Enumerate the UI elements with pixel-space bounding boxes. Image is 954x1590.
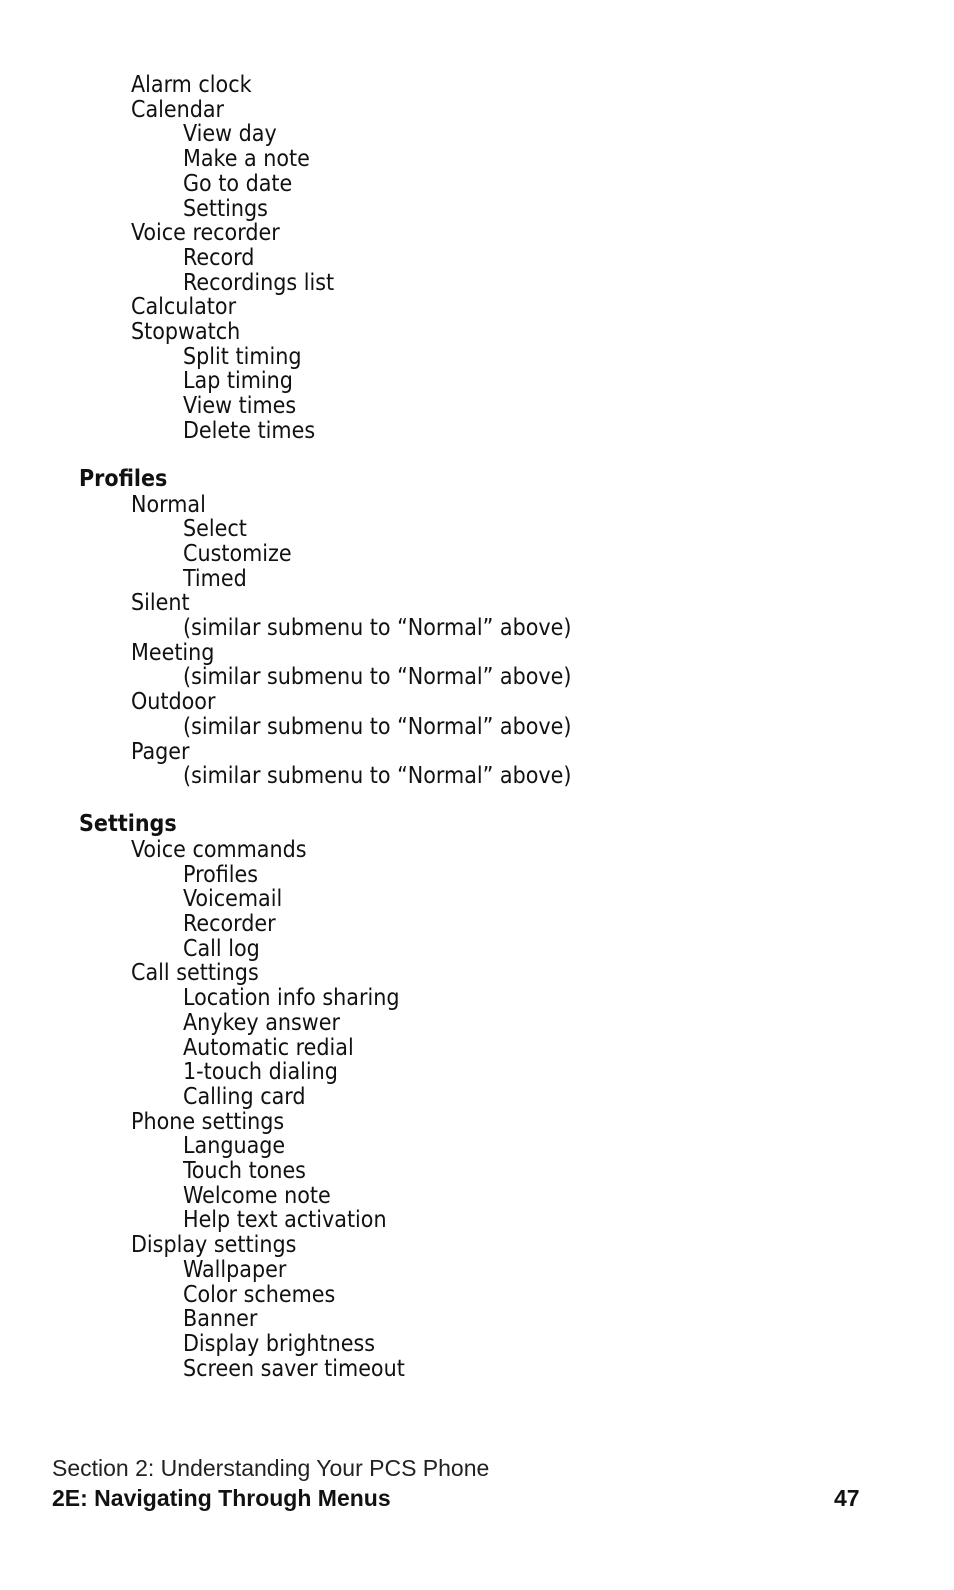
submenu-item: Location info sharing bbox=[183, 985, 400, 1012]
menu-item: Meeting bbox=[131, 639, 215, 666]
submenu-item: Split timing bbox=[183, 343, 302, 370]
submenu-item: 1-touch dialing bbox=[183, 1059, 338, 1086]
menu-item: Calendar bbox=[131, 96, 225, 123]
menu-item: Voice commands bbox=[131, 836, 307, 863]
submenu-item: Color schemes bbox=[183, 1281, 336, 1308]
submenu-item: Display brightness bbox=[183, 1330, 376, 1357]
submenu-item: Wallpaper bbox=[183, 1256, 287, 1283]
submenu-item: Welcome note bbox=[183, 1182, 331, 1209]
menu-item: Outdoor bbox=[131, 689, 216, 716]
submenu-item: Automatic redial bbox=[183, 1034, 354, 1061]
menu-item: Alarm clock bbox=[131, 72, 252, 98]
menu-item: Call settings bbox=[131, 960, 259, 987]
submenu-item: Timed bbox=[183, 565, 247, 592]
submenu-item: Settings bbox=[183, 195, 268, 222]
menu-item: Normal bbox=[131, 491, 206, 518]
menu-item: Display settings bbox=[131, 1232, 297, 1259]
submenu-item: Calling card bbox=[183, 1083, 306, 1110]
menu-item: Silent bbox=[131, 590, 190, 617]
submenu-item: Go to date bbox=[183, 170, 293, 197]
submenu-item: Recorder bbox=[183, 911, 276, 937]
submenu-item: Profiles bbox=[183, 861, 259, 888]
section-heading-profiles: Profiles bbox=[79, 465, 168, 492]
menu-item: Phone settings bbox=[131, 1108, 285, 1135]
submenu-item: Banner bbox=[183, 1306, 258, 1333]
menu-item: Voice recorder bbox=[131, 220, 280, 247]
submenu-item: Anykey answer bbox=[183, 1009, 340, 1036]
menu-item: Calculator bbox=[131, 294, 237, 321]
submenu-item: (similar submenu to “Normal” above) bbox=[183, 713, 572, 740]
submenu-item: (similar submenu to “Normal” above) bbox=[183, 763, 572, 790]
submenu-item: Select bbox=[183, 516, 247, 543]
submenu-item: Touch tones bbox=[183, 1158, 306, 1184]
footer-chapter-title: 2E: Navigating Through Menus bbox=[52, 1485, 391, 1511]
submenu-item: (similar submenu to “Normal” above) bbox=[183, 664, 572, 691]
footer-section-title: Section 2: Understanding Your PCS Phone bbox=[52, 1455, 490, 1481]
submenu-item: (similar submenu to “Normal” above) bbox=[183, 615, 572, 641]
submenu-item: Language bbox=[183, 1133, 286, 1160]
page-number: 47 bbox=[834, 1485, 860, 1511]
section-heading-settings: Settings bbox=[79, 810, 177, 837]
submenu-item: Delete times bbox=[183, 417, 316, 444]
submenu-item: Make a note bbox=[183, 146, 310, 173]
submenu-item: Help text activation bbox=[183, 1207, 387, 1234]
menu-item: Pager bbox=[131, 738, 190, 765]
submenu-item: Voicemail bbox=[183, 886, 283, 913]
submenu-item: Customize bbox=[183, 540, 292, 567]
submenu-item: Call log bbox=[183, 935, 260, 962]
submenu-item: Screen saver timeout bbox=[183, 1355, 405, 1382]
menu-item: Stopwatch bbox=[131, 319, 241, 345]
submenu-item: View times bbox=[183, 393, 297, 420]
submenu-item: View day bbox=[183, 121, 277, 148]
submenu-item: Record bbox=[183, 244, 255, 271]
submenu-item: Lap timing bbox=[183, 368, 293, 395]
submenu-item: Recordings list bbox=[183, 269, 335, 296]
